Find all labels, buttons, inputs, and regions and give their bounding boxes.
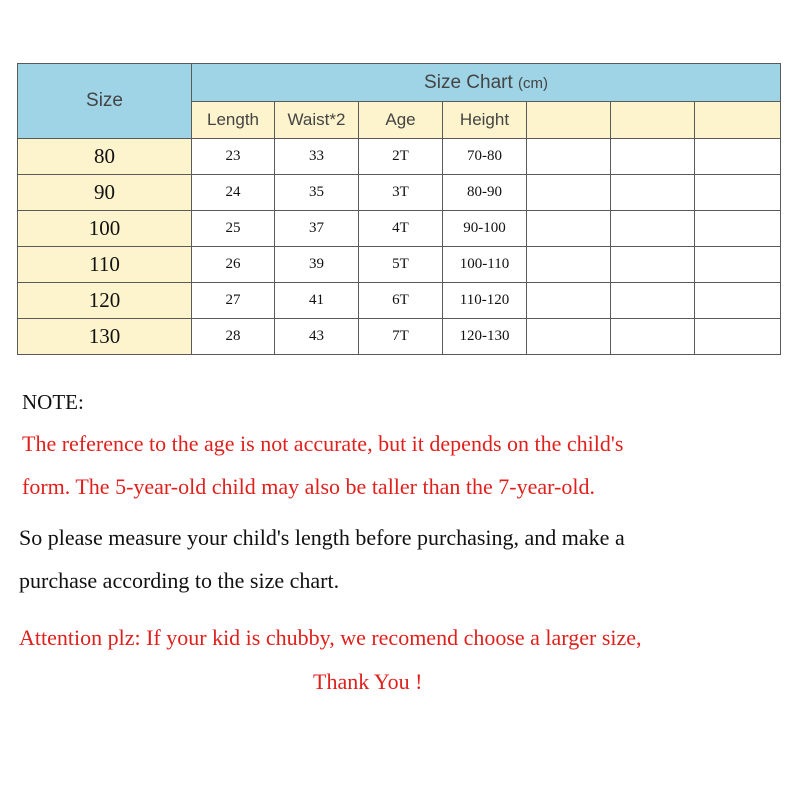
empty-cell (611, 247, 695, 283)
empty-cell (695, 175, 781, 211)
note-label: NOTE: (22, 390, 84, 414)
table-row (18, 247, 781, 283)
measure-instruction-line-1: So please measure your child's length before purchasing, and make a (19, 525, 625, 550)
size-chart-unit: (cm) (518, 74, 549, 92)
waist-cell: 37 (275, 211, 359, 247)
empty-cell (611, 211, 695, 247)
size-chart-title-text: Size Chart (424, 71, 519, 93)
table-row (18, 319, 781, 355)
waist-cell: 35 (275, 175, 359, 211)
size-cell: 120 (18, 283, 192, 319)
column-header-waist: Waist*2 (275, 102, 359, 139)
empty-cell (611, 319, 695, 355)
height-cell: 70-80 (443, 139, 527, 175)
age-cell: 3T (359, 175, 443, 211)
empty-cell (527, 139, 611, 175)
age-reference-note-line-2: form. The 5-year-old child may also be taller than the 7-year-old. (22, 474, 595, 499)
column-header-empty (527, 102, 611, 139)
length-cell: 26 (192, 247, 275, 283)
length-cell: 25 (192, 211, 275, 247)
height-cell: 110-120 (443, 283, 527, 319)
column-header-height: Height (443, 102, 527, 139)
table-row (18, 211, 781, 247)
age-cell: 7T (359, 319, 443, 355)
waist-cell: 41 (275, 283, 359, 319)
waist-cell: 39 (275, 247, 359, 283)
size-chart-table (17, 63, 781, 355)
empty-cell (527, 247, 611, 283)
empty-cell (695, 139, 781, 175)
empty-cell (527, 175, 611, 211)
column-header-empty (611, 102, 695, 139)
column-header-empty (695, 102, 781, 139)
age-cell: 6T (359, 283, 443, 319)
size-cell: 130 (18, 319, 192, 355)
size-header: Size (18, 64, 192, 139)
empty-cell (611, 283, 695, 319)
height-cell: 90-100 (443, 211, 527, 247)
size-chart-title (192, 64, 781, 102)
attention-note: Attention plz: If your kid is chubby, we recomend choose a larger size, (19, 625, 642, 650)
age-cell: 5T (359, 247, 443, 283)
height-cell: 80-90 (443, 175, 527, 211)
column-header-length: Length (192, 102, 275, 139)
column-header-age: Age (359, 102, 443, 139)
empty-cell (611, 175, 695, 211)
size-cell: 100 (18, 211, 192, 247)
table-row (18, 139, 781, 175)
length-cell: 23 (192, 139, 275, 175)
table-header-row (18, 64, 781, 102)
length-cell: 28 (192, 319, 275, 355)
empty-cell (695, 211, 781, 247)
waist-cell: 43 (275, 319, 359, 355)
table-row (18, 175, 781, 211)
height-cell: 120-130 (443, 319, 527, 355)
age-cell: 4T (359, 211, 443, 247)
waist-cell: 33 (275, 139, 359, 175)
empty-cell (611, 139, 695, 175)
empty-cell (695, 247, 781, 283)
size-cell: 110 (18, 247, 192, 283)
age-cell: 2T (359, 139, 443, 175)
empty-cell (527, 211, 611, 247)
length-cell: 24 (192, 175, 275, 211)
table-row (18, 283, 781, 319)
height-cell: 100-110 (443, 247, 527, 283)
length-cell: 27 (192, 283, 275, 319)
size-cell: 80 (18, 139, 192, 175)
empty-cell (527, 319, 611, 355)
size-cell: 90 (18, 175, 192, 211)
age-reference-note-line-1: The reference to the age is not accurate, but it depends on the child's (22, 431, 624, 456)
thank-you-text: Thank You ! (313, 669, 423, 694)
measure-instruction-line-2: purchase according to the size chart. (19, 568, 340, 593)
empty-cell (527, 283, 611, 319)
empty-cell (695, 319, 781, 355)
empty-cell (695, 283, 781, 319)
